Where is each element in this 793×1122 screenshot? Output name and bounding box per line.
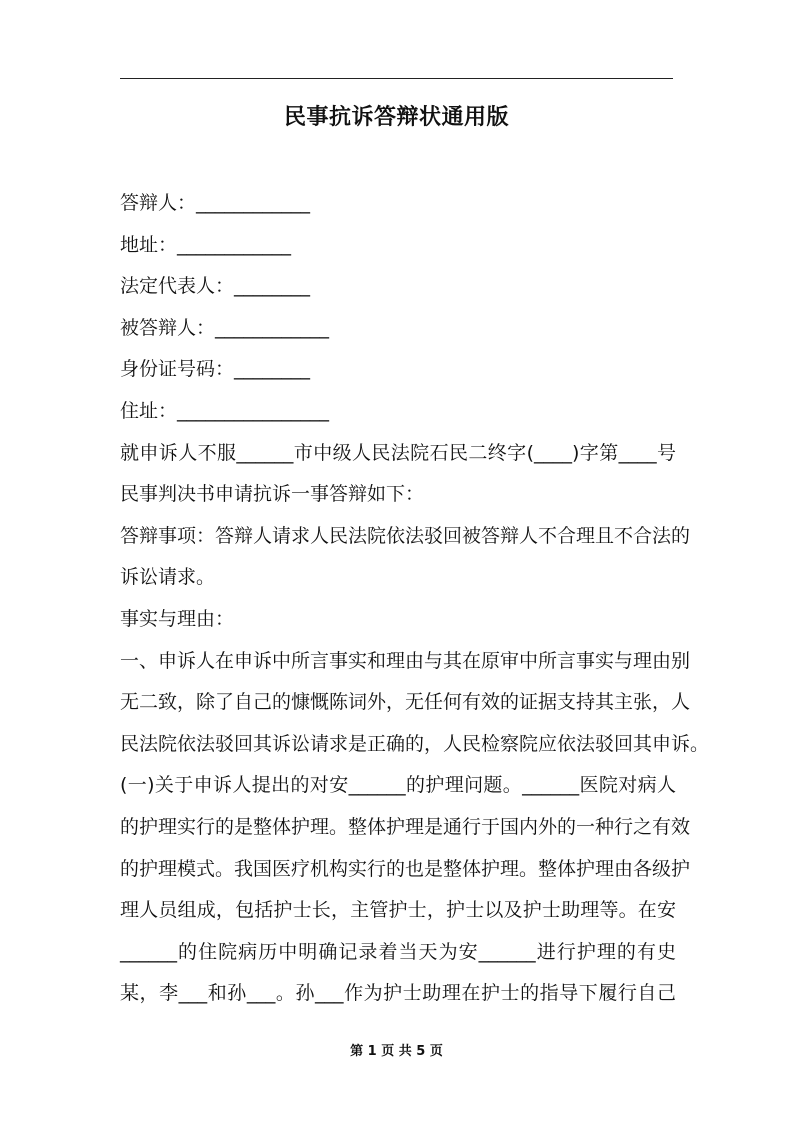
paragraph-line: 理人员组成，包括护士长，主管护士，护士以及护士助理等。在安 [120,899,676,922]
paragraph-line: 的护理实行的是整体护理。整体护理是通行于国内外的一种行之有效 [120,815,691,838]
paragraph-line: 诉讼请求。 [120,566,216,589]
paragraph-line: 无二致，除了自己的慷慨陈词外，无任何有效的证据支持其主张，人 [120,691,691,714]
opposing-party-line: 被答辩人：____________ [120,316,330,339]
paragraph-line: 民法院依法驳回其诉讼请求是正确的，人民检察院应依法驳回其申诉。 [120,732,710,755]
paragraph-line: 答辩事项：答辩人请求人民法院依法驳回被答辩人不合理且不合法的 [120,524,691,547]
document-title: 民事抗诉答辩状通用版 [283,105,509,130]
residence-line: 住址：________________ [120,399,330,422]
paragraph-line: 某，李___和孙___。孙___作为护士助理在护士的指导下履行自己 [120,982,676,1005]
paragraph-line: ______的住院病历中明确记录着当天为安______进行护理的有史 [120,940,676,963]
paragraph-line: 民事判决书申请抗诉一事答辩如下： [120,483,425,506]
address-line: 地址：____________ [120,233,292,256]
paragraph-line: 就申诉人不服______市中级人民法院石民二终字(____)字第____号 [120,441,676,464]
id-number-line: 身份证号码：________ [120,358,311,381]
respondent-line: 答辩人：____________ [120,192,311,214]
header-rule [120,78,673,79]
document-body [120,183,710,1015]
section-heading: 事实与理由： [120,607,235,630]
legal-representative-line: 法定代表人：________ [120,275,311,298]
paragraph-line: 一、申诉人在申诉中所言事实和理由与其在原审中所言事实与理由别 [120,649,691,672]
page-number: 第 1 页 共 5 页 [350,1044,443,1059]
paragraph-line: (一)关于申诉人提出的对安______的护理问题。______医院对病人 [120,774,676,797]
paragraph-line: 的护理模式。我国医疗机构实行的也是整体护理。整体护理由各级护 [120,857,691,880]
